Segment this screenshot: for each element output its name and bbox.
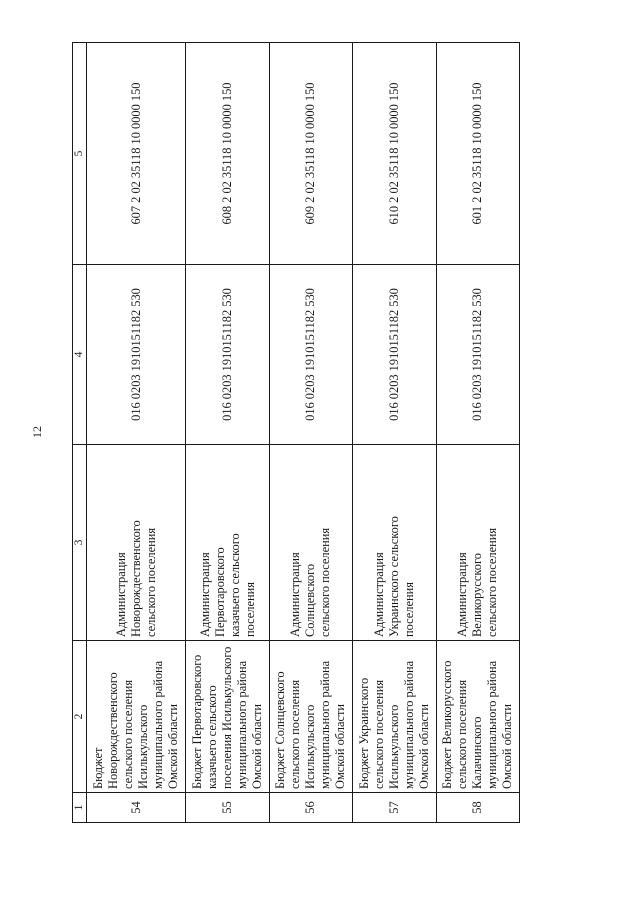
budget-line: Омской области — [166, 703, 181, 789]
budget-name-cell — [353, 641, 436, 793]
table-row — [186, 43, 269, 823]
budget-line: сельского поселения — [288, 679, 303, 789]
table-row — [269, 43, 352, 823]
header-cell-1: 1 — [73, 793, 87, 823]
budget-line: казачьего сельского — [205, 685, 220, 789]
budget-line: Омской области — [250, 703, 265, 789]
admin-line: сельского поселения — [143, 527, 158, 637]
budget-line: сельского поселения — [371, 679, 386, 789]
budget-line: муниципального района — [485, 660, 500, 789]
budget-line: сельского поселения — [121, 679, 136, 789]
rotated-table-container — [72, 43, 520, 823]
admin-line: сельского поселения — [318, 527, 333, 637]
administrator-cell — [269, 445, 352, 641]
budget-line: Бюджет Великорусского — [440, 660, 455, 789]
admin-line: Первотаровского — [212, 547, 227, 637]
revenue-code-cell: 609 2 02 35118 10 0000 150 — [269, 43, 352, 265]
administrator-cell — [353, 445, 436, 641]
revenue-code-cell: 601 2 02 35118 10 0000 150 — [436, 43, 519, 265]
account-code-cell: 016 0203 1910151182 530 — [269, 265, 352, 445]
row-number-cell: 56 — [269, 793, 352, 823]
budget-table — [72, 42, 520, 823]
row-number-cell: 55 — [186, 793, 269, 823]
admin-line: поселения — [401, 582, 416, 637]
header-cell-4: 4 — [73, 265, 87, 445]
admin-line: поселения — [242, 582, 257, 637]
budget-line: Бюджет Первотаровского — [190, 654, 205, 789]
budget-name-cell — [86, 641, 185, 793]
budget-line: Бюджет Солнцевского — [273, 671, 288, 789]
budget-line: Омской области — [416, 703, 431, 789]
budget-line: Исилькульского — [386, 704, 401, 789]
administrator-cell — [86, 445, 185, 641]
account-code-cell: 016 0203 1910151182 530 — [436, 265, 519, 445]
budget-line: Исилькульского — [303, 704, 318, 789]
budget-line: Омской области — [333, 703, 348, 789]
admin-line: Солнцевского — [303, 563, 318, 637]
admin-line: казачьего сельского — [227, 533, 242, 637]
budget-line: поселения Исилькульского — [220, 646, 235, 789]
admin-line: сельского поселения — [485, 527, 500, 637]
page-number: 12 — [30, 426, 44, 438]
budget-line: муниципального района — [151, 660, 166, 789]
table-row — [436, 43, 519, 823]
budget-line: сельского поселения — [455, 679, 470, 789]
header-cell-2: 2 — [73, 641, 87, 793]
revenue-code-cell: 607 2 02 35118 10 0000 150 — [86, 43, 185, 265]
row-number-cell: 54 — [86, 793, 185, 823]
header-cell-5: 5 — [73, 43, 87, 265]
row-number-cell: 57 — [353, 793, 436, 823]
administrator-cell — [186, 445, 269, 641]
budget-line: муниципального района — [235, 660, 250, 789]
admin-line: Администрация — [113, 552, 128, 637]
revenue-code-cell: 610 2 02 35118 10 0000 150 — [353, 43, 436, 265]
budget-line: Бюджет — [91, 747, 106, 789]
account-code-cell: 016 0203 1910151182 530 — [86, 265, 185, 445]
budget-name-cell — [269, 641, 352, 793]
admin-line: Администрация — [371, 552, 386, 637]
budget-name-cell — [186, 641, 269, 793]
admin-line: Новорождественского — [128, 520, 143, 637]
admin-line: Администрация — [455, 552, 470, 637]
budget-line: Исилькульского — [136, 704, 151, 789]
budget-line: Новорождественского — [106, 672, 121, 789]
admin-line: Администрация — [197, 552, 212, 637]
header-row — [73, 43, 87, 823]
budget-line: муниципального района — [318, 660, 333, 789]
budget-line: Бюджет Украинского — [356, 677, 371, 789]
header-cell-3: 3 — [73, 445, 87, 641]
table-row — [353, 43, 436, 823]
account-code-cell: 016 0203 1910151182 530 — [186, 265, 269, 445]
administrator-cell — [436, 445, 519, 641]
table-row — [86, 43, 185, 823]
admin-line: Администрация — [288, 552, 303, 637]
budget-line: Омской области — [500, 703, 515, 789]
budget-name-cell — [436, 641, 519, 793]
budget-line: муниципального района — [401, 660, 416, 789]
budget-line: Калачинского — [470, 716, 485, 789]
revenue-code-cell: 608 2 02 35118 10 0000 150 — [186, 43, 269, 265]
admin-line: Украинского сельского — [386, 516, 401, 637]
admin-line: Великорусского — [470, 553, 485, 637]
row-number-cell: 58 — [436, 793, 519, 823]
account-code-cell: 016 0203 1910151182 530 — [353, 265, 436, 445]
